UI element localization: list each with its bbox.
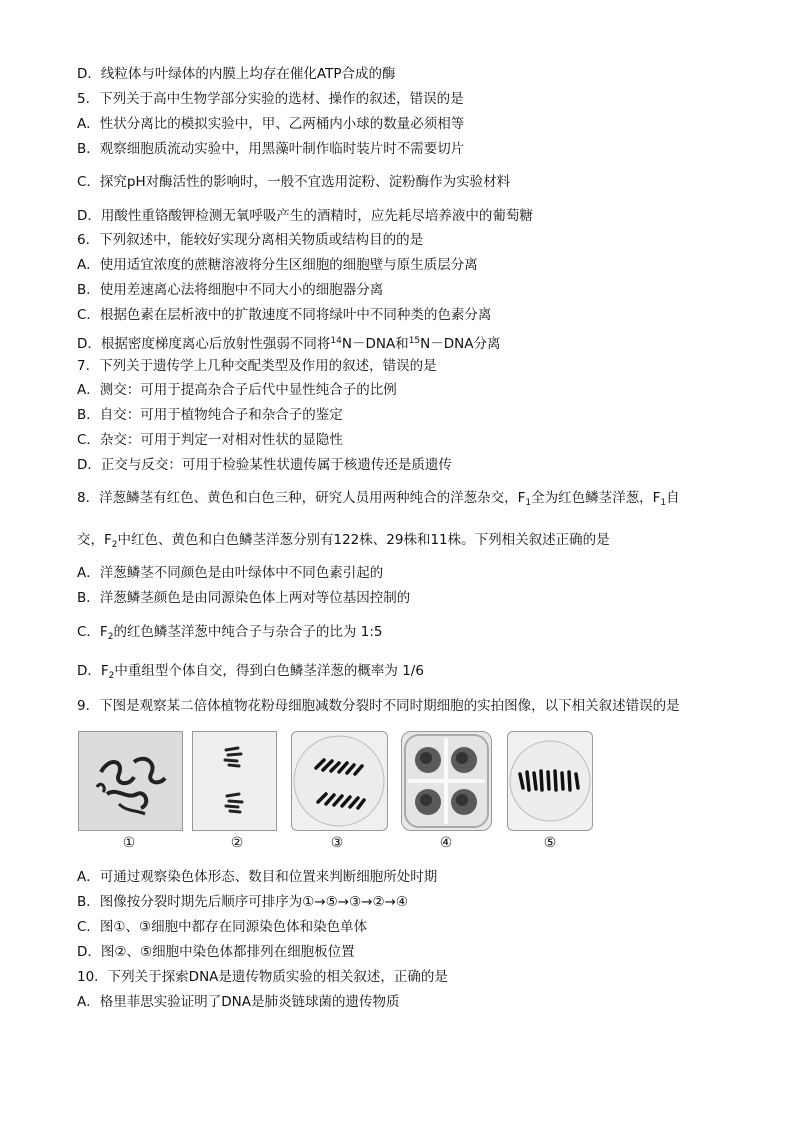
micrograph-2: [192, 731, 277, 831]
micrograph-5: [507, 731, 593, 831]
q6-option-c: C．根据色素在层析液中的扩散速度不同将绿叶中不同种类的色素分离: [77, 307, 492, 323]
q8-option-c: [77, 623, 382, 646]
q6d-text-2: N－DNA和: [341, 336, 409, 352]
f1-subscript-2: 1: [660, 498, 667, 508]
q8-text-3: 自: [666, 490, 680, 506]
q9-option-b: B．图像按分裂时期先后顺序可排序为①→⑤→③→②→④: [77, 894, 409, 910]
q7-option-c: C．杂交：可用于判定一对相对性状的显隐性: [77, 432, 343, 448]
q8-text-1: 8．洋葱鳞茎有红色、黄色和白色三种，研究人员用两种纯合的洋葱杂交，F: [77, 490, 526, 506]
q8-stem-line2: [77, 531, 610, 554]
q4-option-d: D．线粒体与叶绿体的内膜上均存在催化ATP合成的酶: [77, 66, 396, 82]
q5-stem: 5．下列关于高中生物学部分实验的选材、操作的叙述，错误的是: [77, 91, 464, 107]
q9-option-a: A．可通过观察染色体形态、数目和位置来判断细胞所处时期: [77, 869, 438, 885]
q5-option-a: A．性状分离比的模拟实验中，甲、乙两桶内小球的数量必须相等: [77, 116, 465, 132]
q8-stem-line1: [77, 489, 680, 512]
q8c-text-1: C．F: [77, 624, 108, 640]
f2-subscript-d: 2: [108, 671, 115, 681]
q8-text-4: 交，F: [77, 532, 112, 548]
micrograph-4-image: [402, 732, 491, 830]
q9-option-d: D．图②、⑤细胞中染色体都排列在细胞板位置: [77, 944, 355, 960]
caption-1: ①: [122, 835, 136, 851]
q5-option-d: D．用酸性重铬酸钾检测无氧呼吸产生的酒精时，应先耗尽培养液中的葡萄糖: [77, 208, 533, 224]
micrograph-2-image: [193, 732, 276, 830]
q8-text-2: 全为红色鳞茎洋葱，F: [531, 490, 661, 506]
n14-superscript: 14: [330, 336, 342, 346]
micrograph-3: [291, 731, 388, 831]
n15-superscript: 15: [408, 336, 421, 346]
q6d-text-1: D．根据密度梯度离心后放射性强弱不同将: [77, 336, 331, 352]
q6d-text-3: N－DNA分离: [420, 336, 501, 352]
q8-option-b: B．洋葱鳞茎颜色是由同源染色体上两对等位基因控制的: [77, 590, 411, 606]
caption-3: ③: [330, 835, 344, 851]
q5-option-c: C．探究pH对酶活性的影响时，一般不宜选用淀粉、淀粉酶作为实验材料: [77, 174, 511, 190]
q5-option-b: B．观察细胞质流动实验中，用黑藻叶制作临时装片时不需要切片: [77, 141, 465, 157]
q6-option-d: [77, 332, 500, 353]
micrograph-1-image: [79, 732, 182, 830]
q8-option-a: A．洋葱鳞茎不同颜色是由叶绿体中不同色素引起的: [77, 565, 384, 581]
f2-subscript: 2: [111, 540, 118, 550]
q7-option-d: D．正交与反交：可用于检验某性状遗传属于核遗传还是质遗传: [77, 457, 452, 473]
micrograph-1: [78, 731, 183, 831]
caption-2: ②: [230, 835, 244, 851]
q8-option-d: [77, 662, 424, 685]
q8d-text-2: 中重组型个体自交，得到白色鳞茎洋葱的概率为 1/6: [114, 663, 424, 679]
q6-option-a: A．使用适宜浓度的蔗糖溶液将分生区细胞的细胞壁与原生质层分离: [77, 257, 478, 273]
q7-stem: 7．下列关于遗传学上几种交配类型及作用的叙述，错误的是: [77, 358, 437, 374]
q6-option-b: B．使用差速离心法将细胞中不同大小的细胞器分离: [77, 282, 384, 298]
q9-stem: 9．下图是观察某二倍体植物花粉母细胞减数分裂时不同时期细胞的实拍图像，以下相关叙述错误的是: [77, 698, 680, 714]
q7-option-a: A．测交：可用于提高杂合子后代中显性纯合子的比例: [77, 382, 397, 398]
micrograph-5-image: [508, 732, 592, 830]
q8-text-5: 中红色、黄色和白色鳞茎洋葱分别有122株、29株和11株。下列相关叙述正确的是: [117, 532, 610, 548]
q7-option-b: B．自交：可用于植物纯合子和杂合子的鉴定: [77, 407, 343, 423]
caption-5: ⑤: [543, 835, 557, 851]
micrograph-3-image: [292, 732, 387, 830]
caption-4: ④: [439, 835, 453, 851]
q8d-text-1: D．F: [77, 663, 109, 679]
q6-stem: 6．下列叙述中，能较好实现分离相关物质或结构目的的是: [77, 232, 424, 248]
q8c-text-2: 的红色鳞茎洋葱中纯合子与杂合子的比为 1:5: [113, 624, 383, 640]
q9-option-c: C．图①、③细胞中都存在同源染色体和染色单体: [77, 919, 368, 935]
f2-subscript-c: 2: [107, 632, 114, 642]
micrograph-4: [401, 731, 492, 831]
q10-option-a: A．格里菲思实验证明了DNA是肺炎链球菌的遗传物质: [77, 994, 400, 1010]
q10-stem: 10．下列关于探索DNA是遗传物质实验的相关叙述，正确的是: [77, 969, 448, 985]
f1-subscript: 1: [525, 498, 532, 508]
